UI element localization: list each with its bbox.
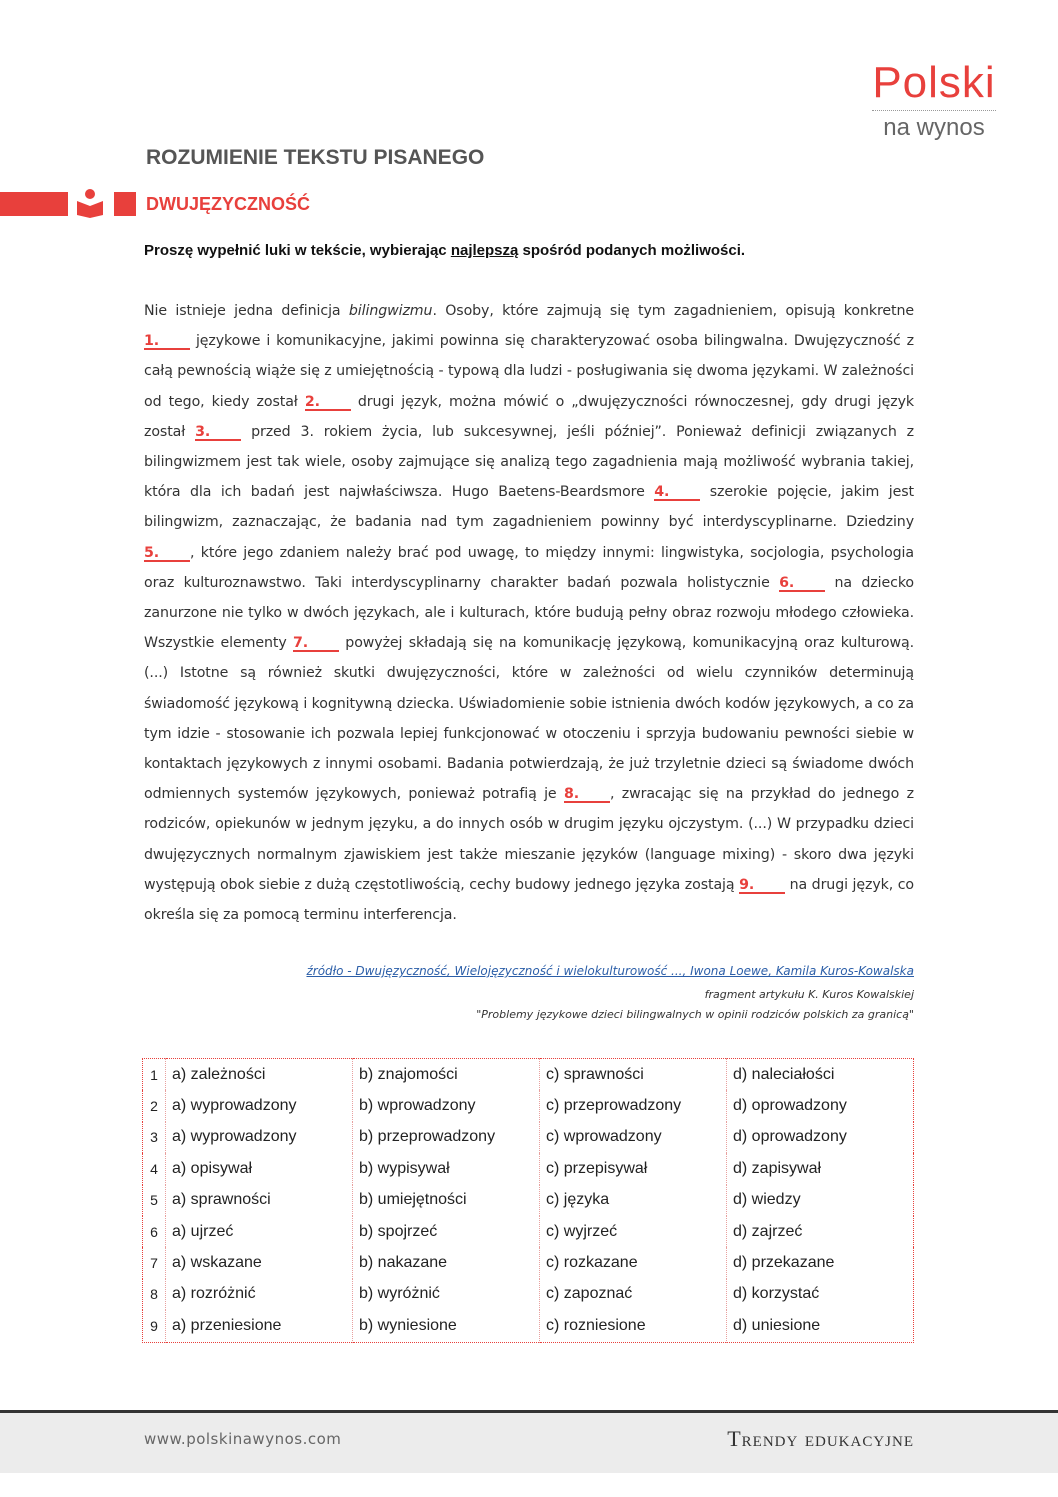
option-b[interactable]: b) znajomości [353, 1059, 540, 1091]
option-c[interactable]: c) przeprowadzony [540, 1090, 727, 1121]
option-number: 9 [143, 1310, 166, 1342]
option-b[interactable]: b) przeprowadzony [353, 1122, 540, 1153]
options-row [143, 1247, 914, 1278]
logo-title: Polski [872, 58, 996, 107]
gap-8[interactable]: 8. [564, 787, 610, 803]
option-c[interactable]: c) języka [540, 1185, 727, 1216]
options-row [143, 1310, 914, 1342]
option-number: 4 [143, 1153, 166, 1184]
option-a[interactable]: a) wyprowadzony [166, 1122, 353, 1153]
options-table [142, 1058, 914, 1343]
options-row [143, 1216, 914, 1247]
option-d[interactable]: d) wiedzy [733, 1191, 801, 1209]
options-row [143, 1185, 914, 1216]
option-d[interactable]: d) uniesione [733, 1316, 821, 1334]
option-number: 6 [143, 1216, 166, 1247]
option-b[interactable]: b) spojrzeć [353, 1216, 540, 1247]
option-a[interactable]: a) wskazane [166, 1247, 353, 1278]
option-c[interactable]: c) sprawności [540, 1059, 727, 1091]
option-b[interactable]: b) wyniesione [353, 1310, 540, 1342]
option-c[interactable]: c) rozkazane [540, 1247, 727, 1278]
option-number: 7 [143, 1247, 166, 1278]
option-a[interactable]: a) sprawności [166, 1185, 353, 1216]
instruction: Proszę wypełnić luki w tekście, wybierając najlepszą spośród podanych możliwości. [144, 242, 746, 259]
option-b[interactable]: b) wyróżnić [353, 1279, 540, 1310]
footer-url[interactable]: www.polskinawynos.com [144, 1430, 342, 1448]
gap-4[interactable]: 4. [654, 485, 700, 501]
gap-2[interactable]: 2. [305, 395, 351, 411]
source-note: fragment artykułu K. Kuros Kowalskiej [704, 988, 914, 1001]
option-a[interactable]: a) rozróżnić [166, 1279, 353, 1310]
gap-5[interactable]: 5. [144, 546, 190, 562]
source-title: "Problemy językowe dzieci bilingwalnych w opinii rodziców polskich za granicą" [476, 1008, 914, 1021]
options-row [143, 1122, 914, 1153]
option-number: 3 [143, 1122, 166, 1153]
accent-box [114, 192, 136, 216]
article-text: Nie istnieje jedna definicja bilingwizmu. Osoby, które zajmują się tym zagadnieniem, opisują konkretne 1. językowe i komunikacyjne, jakimi powinna się charakteryzować osoba bilingwalna. Dwujęzyczność z całą pewnością wiąże się z umiejętnością - typową dla ludzi - posługiwania się dwoma językami. W zależności od tego, kiedy został 2. drugi język, można mówić o „dwujęzyczności równoczesnej, gdy drugi język został 3. przed 3. rokiem życia, lub sukcesywnej, jeśli później”. Ponieważ definicji związanych z bilingwizmem jest tak wiele, osoby zajmujące się analizą tego zagadnienia mają możliwość wybrania takiej, która dla ich badań jest najwłaściwsza. Hugo Baetens-Beardsmore 4. szerokie pojęcie, jakim jest bilingwizm, zaznaczając, że badania nad tym zagadnieniem powinny być interdyscyplinarne. Dziedziny 5. , które jego zdaniem należy brać pod uwagę, to między innymi: lingwistyka, socjologia, psychologia oraz kulturoznawstwo. Taki interdyscyplinarny charakter badań pozwala holistycznie 6. na dziecko zanurzone nie tylko w dwóch językach, ale i kulturach, które budują pełny obraz rozwoju młodego człowieka. Wszystkie elementy 7. powyżej składają się na komunikację językową, komunikacyjną oraz kulturową. (...) Istotne są również skutki dwujęzyczności, które w zależności od wielu czynników determinują świadomość językową i kognitywną dziecka. Uświadomienie sobie istnienia dwóch kodów językowych, a co za tym idzie - stosowanie ich pozwala lepiej funkcjonować w otoczeniu i sprzyja budowaniu pewności siebie w kontaktach językowych z innymi osobami. Badania potwierdzają, że już trzyletnie dzieci są świadome dwóch odmiennych systemów językowych, ponieważ potrafią je 8. , zwracając się na przykład do jednego z rodziców, opiekunów w jednym języku, a do innych osób w drugim języku ojczystym. (...) W przypadku dzieci dwujęzycznych normalnym zjawiskiem jest także mieszanie języków (language mixing) - skoro dwa języki występują obok siebie z dużą częstotliwością, cechy budowy jednego języka zostają 9. na drugi język, co określa się za pomocą terminu interferencja. [144, 303, 915, 924]
accent-bar [0, 192, 68, 216]
option-d[interactable]: d) naleciałości [733, 1065, 835, 1083]
option-d[interactable]: d) oprowadzony [733, 1097, 847, 1115]
option-d[interactable]: d) korzystać [733, 1285, 820, 1303]
section-subtitle: DWUJĘZYCZNOŚĆ [146, 194, 311, 214]
options-row [143, 1090, 914, 1121]
option-b[interactable]: b) wprowadzony [353, 1090, 540, 1121]
option-d[interactable]: d) zapisywał [733, 1159, 822, 1177]
option-d[interactable]: d) oprowadzony [733, 1128, 847, 1146]
option-c[interactable]: c) przepisywał [540, 1153, 727, 1184]
option-c[interactable]: c) rozniesione [540, 1310, 727, 1342]
option-number: 8 [143, 1279, 166, 1310]
option-b[interactable]: b) umiejętności [353, 1185, 540, 1216]
gap-7[interactable]: 7. [293, 636, 339, 652]
option-d[interactable]: d) przekazane [733, 1254, 835, 1272]
gap-1[interactable]: 1. [144, 334, 190, 350]
book-reader-icon [76, 188, 104, 218]
option-a[interactable]: a) opisywał [166, 1153, 353, 1184]
option-a[interactable]: a) ujrzeć [166, 1216, 353, 1247]
options-row [143, 1279, 914, 1310]
source-link[interactable]: źródło - Dwujęzyczność, Wielojęzyczność i wielokulturowość ..., Iwona Loewe, Kamila Kuros-Kowalska [306, 964, 914, 978]
option-d[interactable]: d) zajrzeć [733, 1222, 803, 1240]
gap-6[interactable]: 6. [779, 576, 825, 592]
option-a[interactable]: a) zależności [166, 1059, 353, 1091]
option-a[interactable]: a) wyprowadzony [166, 1090, 353, 1121]
option-number: 5 [143, 1185, 166, 1216]
logo-divider [872, 110, 996, 111]
footer-brand: Trendy edukacyjne [727, 1426, 914, 1451]
brand-logo [868, 58, 1000, 141]
option-b[interactable]: b) wypisywał [353, 1153, 540, 1184]
option-c[interactable]: c) zapoznać [540, 1279, 727, 1310]
gap-3[interactable]: 3. [195, 425, 241, 441]
option-number: 1 [143, 1059, 166, 1091]
option-number: 2 [143, 1090, 166, 1121]
logo-subtitle: na wynos [883, 114, 985, 141]
options-row [143, 1059, 914, 1091]
option-b[interactable]: b) nakazane [353, 1247, 540, 1278]
gap-9[interactable]: 9. [739, 878, 785, 894]
options-row [143, 1153, 914, 1184]
option-c[interactable]: c) wprowadzony [540, 1122, 727, 1153]
option-a[interactable]: a) przeniesione [166, 1310, 353, 1342]
section-title: ROZUMIENIE TEKSTU PISANEGO [146, 146, 485, 169]
option-c[interactable]: c) wyjrzeć [540, 1216, 727, 1247]
